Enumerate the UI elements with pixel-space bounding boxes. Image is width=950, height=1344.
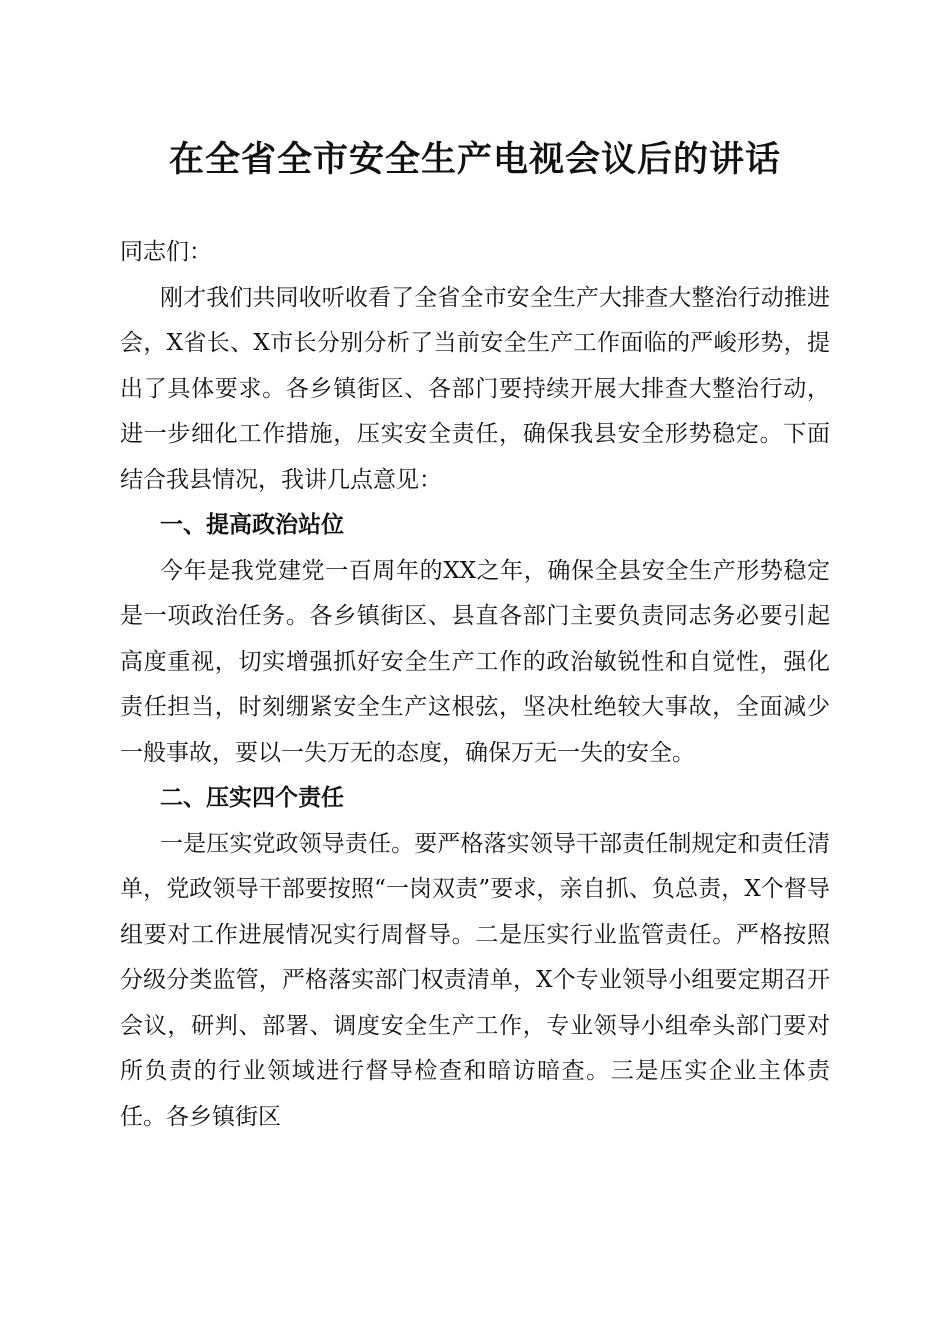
section-heading-1: 一、提高政治站位 <box>160 512 344 538</box>
salutation: 同志们： <box>120 239 212 265</box>
section-heading-2: 二、压实四个责任 <box>160 785 344 811</box>
document-body <box>120 230 830 1140</box>
paragraph-intro: 刚才我们共同收听收看了全省全市安全生产大排查大整治行动推进会，X省长、X市长分别分析了当前安全生产工作面临的严峻形势，提出了具体要求。各乡镇街区、各部门要持续开展大排查大整治行动，进一步细化工作措施，压实安全责任，确保我县安全形势稳定。下面结合我县情况，我讲几点意见： <box>120 284 830 493</box>
paragraph-four-responsibilities: 一是压实党政领导责任。要严格落实领导干部责任制规定和责任清单，党政领导干部要按照“一岗双责”要求，亲自抓、负总责，X个督导组要对工作进展情况实行周督导。二是压实行业监管责任。严格按照分级分类监管，严格落实部门权责清单，X个专业领导小组要定期召开会议，研判、部署、调度安全生产工作，专业领导小组牵头部门要对所负责的行业领域进行督导检查和暗访暗查。三是压实企业主体责任。各乡镇街区 <box>120 830 830 1130</box>
paragraph-political-stance: 今年是我党建党一百周年的XX之年，确保全县安全生产形势稳定是一项政治任务。各乡镇街区、县直各部门主要负责同志务必要引起高度重视，切实增强抓好安全生产工作的政治敏锐性和自觉性，强化责任担当，时刻绷紧安全生产这根弦，坚决杜绝较大事故，全面减少一般事故，要以一失万无的态度，确保万无一失的安全。 <box>120 557 830 766</box>
document-title: 在全省全市安全生产电视会议后的讲话 <box>168 139 781 180</box>
